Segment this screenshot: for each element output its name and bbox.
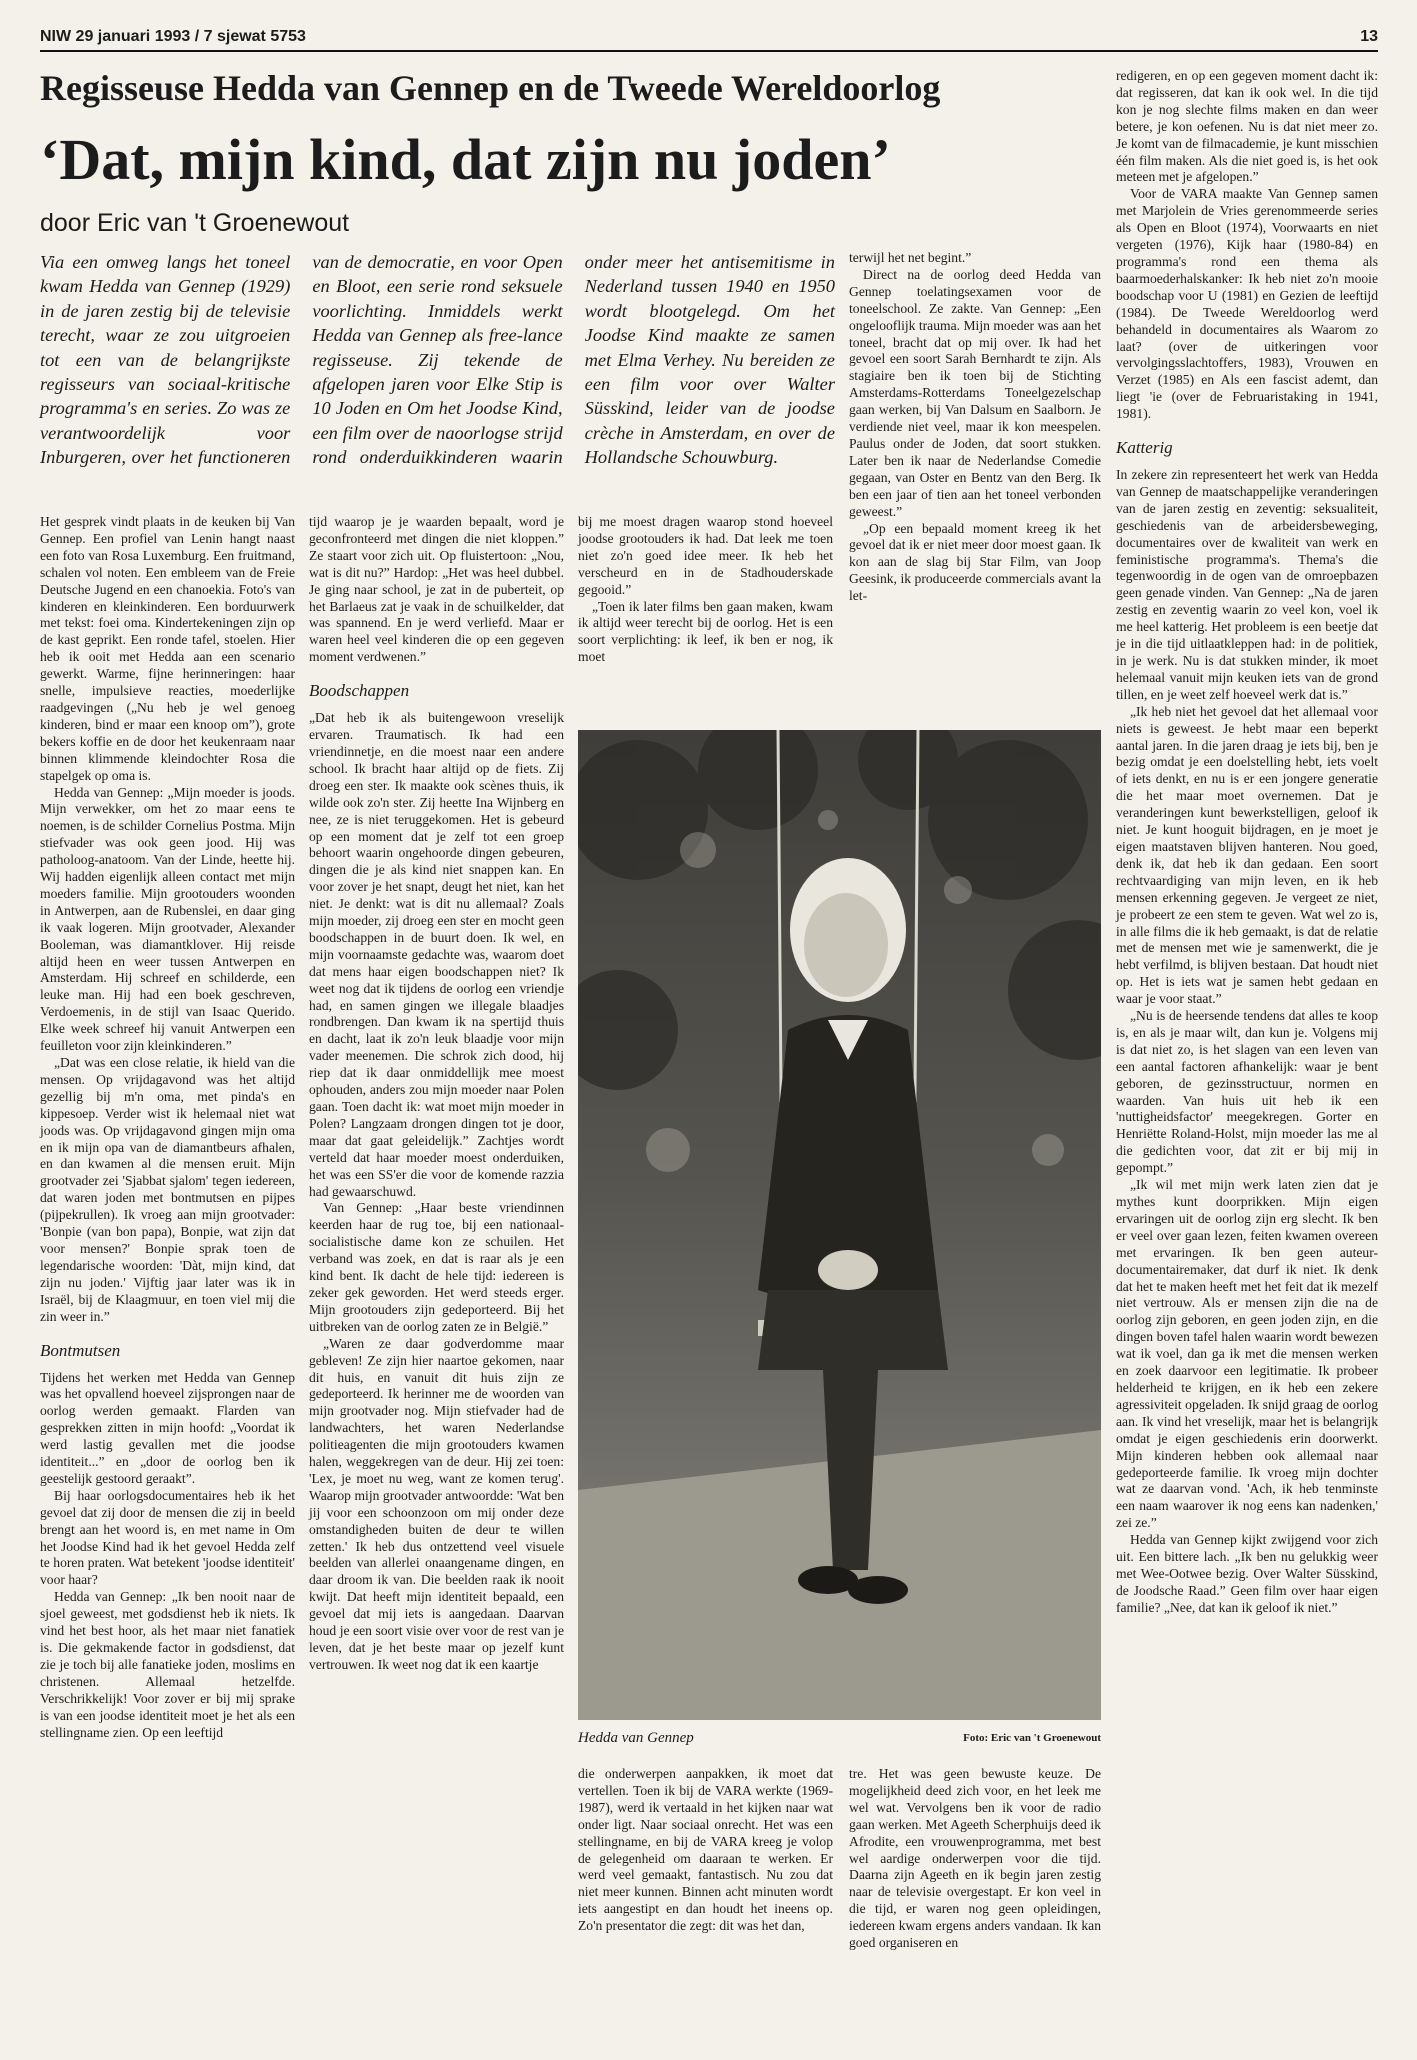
paragraph: Van Gennep: „Haar beste vriendinnen keerden haar de rug toe, bij een nationaal-socialistische dame kon ze schuilen. Het verband was zoek, en dat is raar als je een kind bent. Ik dacht de hele tijd: iedereen is zeker gek geworden. Het werd steeds erger. Mijn grootouders zijn gedeporteerd. Bij het uitbreken van de oorlog zaten ze in België.”: [309, 1200, 564, 1334]
column-4-bottom: [849, 1766, 1101, 2046]
paragraph: „Dat was een close relatie, ik hield van die mensen. Op vrijdagavond was het altijd gezellig bij m'n oma, met pinda's en kippesoep. Verder wist ik helemaal niet wat joods was. Op vrijdagavond gingen mijn oma en ik mijn opa van de diamantbeurs afhalen, en dan kwamen al die mensen eruit. Mijn grootvader zei 'Sjabbat sjalom' tegen iedereen, dat waren joden met bontmutsen en pijpes (pijpekrullen). Ik vroeg aan mijn grootvader: 'Bonpie (van bon papa), Bonpie, wat zijn dat voor mensen?' Bonpie sprak toen de legendarische woorden: 'Dàt, mijn kind, dat zijn nu joden.' Vijftig jaar later was ik in Israël, bij de Klaagmuur, en toen viel mij die zin weer in.”: [40, 1055, 295, 1324]
paragraph: Bij haar oorlogsdocumentaires heb ik het gevoel dat zij door de mensen die zij in beeld brengt aan het woord is, en met name in Om het Joodse Kind had ik het gevoel Hedda zelf te horen praten. Wat betekent 'joodse identiteit' voor haar?: [40, 1487, 295, 1588]
masthead-rule: [40, 50, 1378, 52]
paragraph: „Toen ik later films ben gaan maken, kwam ik altijd weer terecht bij de oorlog. Het is een soort verplichting: ik leef, ik ben er nog, ik moet: [578, 598, 833, 665]
paragraph: Hedda van Gennep: „Mijn moeder is joods. Mijn verwekker, om het zo maar eens te noemen, is de schilder Cornelius Postma. Mijn stiefvader was ook geen jood. Hij was patholoog-anatoom. Van der Linde, heette hij. Wij hadden eigenlijk alleen contact met mijn moeders familie. Mijn grootouders woonden in Antwerpen, aan de Rubenslei, en daar ging ik vaak logeren. Mijn grootvader, Alexander Booleman, was diamantklover. Hij reisde altijd heen en weer tussen Antwerpen en Amsterdam. Hij schreef en schilderde, een leuke man. Hij had een boek geschreven, Verdoemenis, in de stijl van Isaac Querido. Elke week schreef hij vanuit Antwerpen een feuilleton voor zijn kleinkinderen.”: [40, 784, 295, 1054]
paragraph: bij me moest dragen waarop stond hoeveel joodse grootouders ik had. Dat leek me toen niet zo'n goed idee meer. Ik heb het verscheurd en in de Stadhouderskade gegooid.”: [578, 514, 833, 597]
article-intro: Via een omweg langs het toneel kwam Hedda van Gennep (1929) in de jaren zestig bij de televisie terecht, waar ze zou uitgroeien tot een van de belangrijkste regisseurs van sociaal-kritische programma's en series. Zo was ze verantwoordelijk voor Inburgeren, over het functioneren van de democratie, en voor Open en Bloot, een serie rond seksuele voorlichting. Inmiddels werkt Hedda van Gennep als free-lance regisseuse. Zij tekende de afgelopen jaren voor Elke Stip is 10 Joden en Om het Joodse Kind, een film over de naoorlogse strijd rond onderduikkinderen waarin onder meer het antisemitisme in Nederland tussen 1940 en 1950 wordt blootgelegd. Om het Joodse Kind maakte ze samen met Elma Verhey. Nu bereiden ze een film voor over Walter Süsskind, leider van de joodse crèche in Amsterdam, en over de Hollandsche Schouwburg.: [40, 252, 835, 468]
paragraph: tre. Het was geen bewuste keuze. De mogelijkheid deed zich voor, en het leek me wel wat. Vervolgens ben ik voor de radio gaan werken. Met Ageeth Scherphuijs deed ik Afrodite, een vrouwenprogramma, met best wel aardige onderwerpen voor die tijd. Daarna zijn Ageeth en ik begin jaren zestig naar de televisie overgestapt. Er kon veel in die tijd, er waren nog geen opleidingen, iedereen kwam ergens anders vandaan. Ik kan goed organiseren en: [849, 1766, 1101, 1951]
column-3-bottom: [578, 1766, 833, 2046]
article-byline: door Eric van 't Groenewout: [40, 209, 350, 237]
photo-caption: Hedda van Gennep: [578, 1730, 694, 1746]
paragraph: redigeren, en op een gegeven moment dacht ik: dat regisseren, dat kan ik ook wel. In die tijd kon je nog slechte films maken en dan weer betere, je kon oefenen. Nu is dat niet meer zo. Je komt van de filmacademie, je kunt misschien één film maken. Als die niet goed is, is het ook meteen met je afgelopen.”: [1116, 68, 1378, 185]
paragraph: „Ik heb niet het gevoel dat het allemaal voor niets is geweest. Je hebt maar een beperkt aantal jaren. In die jaren draag je iets bij, ben je bezig omdat je een doelstelling hebt, iets voelt of iets denkt, en nu is er een jongere generatie die het maar moet overnemen. Dat je veranderingen kunt bewerkstelligen, geloof ik niet. Je kunt hooguit bijdragen, en je moet je eigen maatstaven blijven hanteren. Nou goed, denk ik, dat heb ik dan gedaan. Een soort rechtvaardiging van mijn leven, en ik heb mensen erkenning gegeven. Je vergeet ze niet, je probeert ze een stem te geven. Wat wel zo is, in alle films die ik heb gemaakt, is dat de relatie met de mensen met wie je samenwerkt, die je hebt verfilmd, is blijven bestaan. Dat houdt niet op. Het is iets wat je samen hebt gedaan en waar je voor staat.”: [1116, 703, 1378, 1007]
masthead: [40, 26, 1378, 50]
paragraph: Het gesprek vindt plaats in de keuken bij Van Gennep. Een profiel van Lenin hangt naast een foto van Rosa Luxemburg. Een fruitmand, schalen vol noten. Een embleem van de Freie Deutsche Jugend en een chanoekia. Foto's van kinderen en kleinkinderen. Een borduurwerk met tekst: foei oma. Kindertekeningen zijn op de kast geprikt. Een ronde tafel, stoelen. Hier heb ik ooit met Hedda aan een scenario gewerkt. Warme, fijne herinneringen: haar snelle, impulsieve reacties, moederlijke raadgevingen („Nu heb je wel genoeg kinderen, bind er maar een knoop om”), grote bekers koffie en de door het keukenraam naar binnen klimmende kleindochter Rosa die stapelgek op oma is.: [40, 514, 295, 783]
column-4-top: [849, 250, 1101, 694]
subheading-katterig: Katterig: [1116, 438, 1173, 458]
paragraph: „Waren ze daar godverdomme maar gebleven! Ze zijn hier naartoe gekomen, naar dit huis, en vanuit dit huis zijn ze gedeporteerd. Ik herinner me de woorden van mijn grootvader nog. Mijn stiefvader had de landwachters, het waren Nederlandse politieagenten die mijn grootouders kwamen halen, weggekregen van de deur. Hij zei toen: 'Lex, je moet nu weg, want ze komen terug'. Waarop mijn grootvader antwoordde: 'Wat ben jij voor een schoonzoon om mij onder deze omstandigheden buiten de deur te willen zetten.' Ik heb dus ontzettend veel visuele beelden van allerlei onaangename dingen, en daar droom ik van. Die beelden raak ik nooit kwijt. Dat heeft mijn identiteit bepaald, een gevoel dat mij iets is aangedaan. Daarvan houd je een soort visie over voor de rest van je leven, dat je het beste maar op jezelf kunt vertrouwen. Ik weet nog dat ik een kaartje: [309, 1335, 564, 1672]
column-1: [40, 514, 295, 2044]
photo-credit: Foto: Eric van 't Groenewout: [963, 1732, 1101, 1744]
column-2: [309, 514, 564, 2044]
issue-date: NIW 29 januari 1993 / 7 sjewat 5753: [40, 28, 306, 45]
subheading-boodschappen: Boodschappen: [309, 681, 410, 701]
article-overline: Regisseuse Hedda van Gennep en de Tweede Wereldoorlog: [40, 68, 941, 108]
article-headline: ‘Dat, mijn kind, dat zijn nu joden’: [40, 127, 891, 192]
paragraph: Hedda van Gennep: „Ik ben nooit naar de sjoel geweest, met godsdienst heb ik niets. Ik vind het best hoor, als het maar niet fanatiek is. Die gekmakende factor in godsdienst, dat zie je toch bij alle fanatieke joden, moslims en christenen. Allemaal hetzelfde. Verschrikkelijk! Voor zover er bij mij sprake is van een joodse identiteit moet je het als een stellingname zien. Op een leeftijd: [40, 1589, 295, 1740]
photo-caption-bar: [578, 1730, 1101, 1752]
paragraph: „Dat heb ik als buitengewoon vreselijk ervaren. Traumatisch. Ik had een vriendinnetje, en die moest naar een andere school. Ik bracht haar altijd op de fiets. Zij droeg een ster. Ik maakte ook scènes thuis, ik wilde ook zo'n ster. Zij heette Ina Wijnberg en nee, ze is niet teruggekomen. Het is gebeurd op een moment dat je zelf tot een groep behoort waarin ongehoorde dingen gebeuren, dingen die je als kind niet snappen kan. En voor zover je het snapt, deugt het niet, kan het niet. Je denkt: wat is dit nu allemaal? Zoals mijn moeder, zij droeg een ster en mocht geen boodschappen in de buurt doen. Ik wel, en mijn voornaamste gedachte was, waarom doet dat mens haar eigen boodschappen niet? Ik weet nog dat ik tijdens de oorlog een vriendje had, en samen gingen we illegale blaadjes rondbrengen. Dan kwam ik na spertijd thuis en dacht, laat ik zo'n leuk blaadje voor mijn vader meenemen. Die schrok zich dood, hij riep dat ik daar onmiddellijk mee moest ophouden, anders zou mijn moeder naar Polen gaan. Toen dacht ik: wat moet mijn moeder in Polen? Langzaam drongen dingen tot je door, maar dat gaat geleidelijk.” Zachtjes wordt verteld dat haar moeder moest onderduiken, het was een SS'er die voor de komende razzia had gewaarschuwd.: [309, 710, 564, 1199]
subheading-bontmutsen: Bontmutsen: [40, 1340, 121, 1360]
paragraph: „Op een bepaald moment kreeg ik het gevoel dat ik er niet meer door moest gaan. Ik kon aan de slag bij Star Film, van Joop Geesink, ik produceerde commercials avant la let-: [849, 520, 1101, 604]
paragraph: Direct na de oorlog deed Hedda van Gennep toelatingsexamen voor de toneelschool. Ze zakte. Van Gennep: „Een ongelooflijk trauma. Mijn moeder was aan het toneel, bracht dat op mij over. Ik had het gevoel een soort Sarah Bernhardt te zijn. Als stagiaire ben ik toen bij de Stichting Amsterdams-Rotterdams Toneelgezelschap gaan werken, bij Van Dalsum en Saalborn. Je verdiende niet veel, maar ik kon meespelen. Paulus onder de Joden, dat soort stukken. Later ben ik naar de Nederlandse Comedie gegaan, van Oster en Bentz van den Berg. Ik ben een jaar of tien aan het toneel verbonden geweest.”: [849, 266, 1101, 519]
paragraph: Hedda van Gennep kijkt zwijgend voor zich uit. Een bittere lach. „Ik ben nu gelukkig weer met Wee-Ootwee bezig. Over Walter Süsskind, de Joodsche Raad.” Geen film over haar eigen familie? „Nee, dat kan ik geloof ik niet.”: [1116, 1532, 1378, 1615]
paragraph: Voor de VARA maakte Van Gennep samen met Marjolein de Vries gerenommeerde series als Open en Bloot (1974), Voorwaarts en niet vergeten (1976), Kijk haar (1980-84) en programma's rond een thema als baarmoederhalskanker: Ik heb niet zo'n mooie boodschap voor U (1981) en Gezien de leeftijd (1984). De Tweede Wereldoorlog werd behandeld in documentaires als Waarom zo laat? (over de uitkeringen voor vervolgingsslachtoffers, 1983), Vrouwen en Verzet (1985) en Als een fascist ademt, dan liegt 'ie (over de Februaristaking in 1941, 1981).: [1116, 186, 1378, 422]
paragraph: die onderwerpen aanpakken, ik moet dat vertellen. Toen ik bij de VARA werkte (1969-1987), werd ik vertaald in het kijken naar wat onder ligt. Naar sociaal onrecht. Het was een stellingname, en bij de VARA kreeg je volop de gelegenheid om daaraan te werken. Er werd veel gemaakt, fantastisch. Nu zou dat niet meer kunnen. Binnen acht minuten wordt iets aangestipt en dan houdt het ineens op. Zo'n presentator die zegt: dit was het dan,: [578, 1766, 833, 1934]
paragraph: „Nu is de heersende tendens dat alles te koop is, en als je maar wilt, dan kun je. Volgens mij is dat niet zo, is het slagen van een leven van een aantal factoren afhankelijk: waar je bent geboren, de gezinsstructuur, normen en waarden. Van huis uit heb ik een 'nuttigheidsfactor' meegekregen. Gorter en Henriëtte Roland-Holst, mijn moeder las me al die gedichten voor, dat zit er bij mij in gepompt.”: [1116, 1008, 1378, 1176]
paragraph: Tijdens het werken met Hedda van Gennep was het opvallend hoeveel zijsprongen naar de oorlog werden gemaakt. Flarden van gesprekken zitten in mijn hoofd: „Voordat ik werd lastig gevallen met die joodse identiteit...” en „door de oorlog ben ik geestelijk gestoord geraakt”.: [40, 1369, 295, 1486]
column-3-top: [578, 514, 833, 694]
column-5: [1116, 68, 1378, 2048]
portrait-photo: [578, 730, 1101, 1720]
paragraph: terwijl het net begint.”: [849, 250, 972, 265]
photo-illustration: [578, 730, 1101, 1720]
paragraph: In zekere zin representeert het werk van Hedda van Gennep de maatschappelijke veranderingen van de jaren zestig en zeventig: seksualiteit, geschiedenis van de arbeidersbeweging, documentaires over de kwaliteit van werk en feministische programma's. Thema's die tegenwoordig in de ogen van de omroepbazen geen genade vinden. Van Gennep: „Na de jaren zestig en zeventig waarin zo veel kon, voel ik me heel katterig. Het probleem is een beetje dat je in die tijd uitlaatkleppen had: in de politiek, in je werk. Nu is dat stukken minder, ik moet helemaal vanuit mijn keuken iets van de grond tillen, en je weet zelf hoeveel werk dat is.”: [1116, 467, 1378, 702]
paragraph: tijd waarop je je waarden bepaalt, word je geconfronteerd met dingen die niet kloppen.” Ze staart voor zich uit. Op fluistertoon: „Nou, wat is dit nu?” Hardop: „Het was heel dubbel. Je ging naar school, je zat in de puberteit, op het Barlaeus zat je vaak in de schuilkelder, dat was spannend. En je werd verliefd. Maar er waren heel veel kinderen die op een gegeven moment verdwenen.”: [309, 514, 564, 665]
page-number: 13: [1360, 28, 1378, 45]
paragraph: „Ik wil met mijn werk laten zien dat je mythes kunt doorprikken. Mijn eigen ervaringen uit de oorlog zijn erg slecht. Ik ben er veel over gaan lezen, feiten kwamen overeen met ervaringen. Ik ben geen auteur-documentairemaker, dat durf ik niet. Ik denk dat het te maken heeft met het feit dat ik mezelf niet vertrouw. Als er mensen zijn die na de oorlog zijn geboren, en geen joden zijn, en die dingen boven tafel halen waarin wordt bewezen wat ik voel, dan ga ik met die mensen werken en zoek daarvoor een legitimatie. Ik probeer helderheid te krijgen, en ik heb een zekere agressiviteit opgeladen. Ik snijd graag de oorlog aan. Ik vind het vreselijk, maar het is belangrijk omdat je eigen geschiedenis erin doorwerkt. Mijn kinderen hebben ook allemaal naar gedeporteerde familie. Ik vroeg mijn dochter wat ze daarvan vond. 'Ach, ik heb tenminste een naam waarover ik nog eens kan nadenken,' zei ze.”: [1116, 1177, 1378, 1531]
